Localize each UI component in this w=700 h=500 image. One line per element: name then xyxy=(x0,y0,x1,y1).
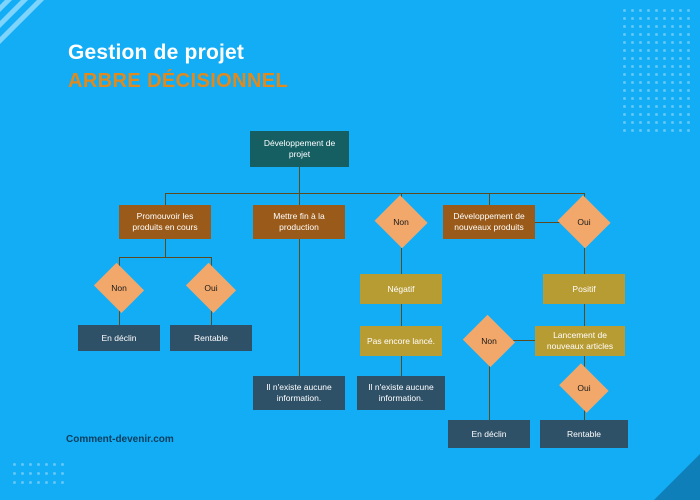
decision-non-promote[interactable] xyxy=(91,265,147,311)
node-develop-new-products[interactable]: Développement de nouveaux produits xyxy=(443,205,535,239)
connector xyxy=(119,257,211,258)
node-not-yet-launched[interactable]: Pas encore lancé. xyxy=(360,326,442,356)
node-en-declin-right[interactable]: En déclin xyxy=(448,420,530,448)
node-negatif[interactable]: Négatif xyxy=(360,274,442,304)
connector xyxy=(165,193,166,205)
node-rentable-left[interactable]: Rentable xyxy=(170,325,252,351)
node-launch-new-articles[interactable]: Lancement de nouveaux articles xyxy=(535,326,625,356)
connector xyxy=(299,167,300,193)
page-header xyxy=(68,40,288,94)
connector xyxy=(165,193,585,194)
node-en-declin-left[interactable]: En déclin xyxy=(78,325,160,351)
connector xyxy=(299,193,300,205)
connector xyxy=(489,193,490,205)
node-promote-current-products[interactable]: Promouvoir les produits en cours xyxy=(119,205,211,239)
dot-grid-bottom-decoration xyxy=(10,460,66,490)
decision-oui-promote[interactable] xyxy=(183,265,239,311)
node-root[interactable]: Développement de projet xyxy=(250,131,349,167)
page-subtitle: ARBRE DÉCISIONNEL xyxy=(68,70,289,92)
decision-label: Oui xyxy=(577,217,591,227)
decision-oui-launch[interactable] xyxy=(556,366,612,410)
decision-label: Oui xyxy=(577,383,591,393)
connector xyxy=(165,239,166,257)
connector xyxy=(489,366,490,420)
connector xyxy=(584,248,585,274)
footer-credit: Comment-devenir.com xyxy=(66,434,174,445)
node-no-information-left[interactable]: Il n'existe aucune information. xyxy=(253,376,345,410)
decision-label: Oui xyxy=(204,283,218,293)
decision-oui-new-products[interactable] xyxy=(556,196,612,248)
connector xyxy=(401,248,402,274)
node-end-production[interactable]: Mettre fin à la production xyxy=(253,205,345,239)
dot-grid-decoration xyxy=(620,6,692,134)
node-no-information-mid[interactable]: Il n'existe aucune information. xyxy=(357,376,445,410)
connector xyxy=(584,304,585,326)
connector xyxy=(299,239,300,376)
decision-non-new-products[interactable] xyxy=(373,196,429,248)
connector xyxy=(401,356,402,376)
corner-stripes-decoration xyxy=(0,0,70,70)
corner-triangle-decoration xyxy=(654,454,700,500)
connector xyxy=(401,304,402,326)
node-rentable-right[interactable]: Rentable xyxy=(540,420,628,448)
node-positif[interactable]: Positif xyxy=(543,274,625,304)
decision-label: Non xyxy=(393,217,409,227)
decision-label: Non xyxy=(111,283,127,293)
decision-non-launch[interactable] xyxy=(461,316,517,366)
decision-label: Non xyxy=(481,336,497,346)
page-title: Gestion de projet xyxy=(68,41,245,64)
